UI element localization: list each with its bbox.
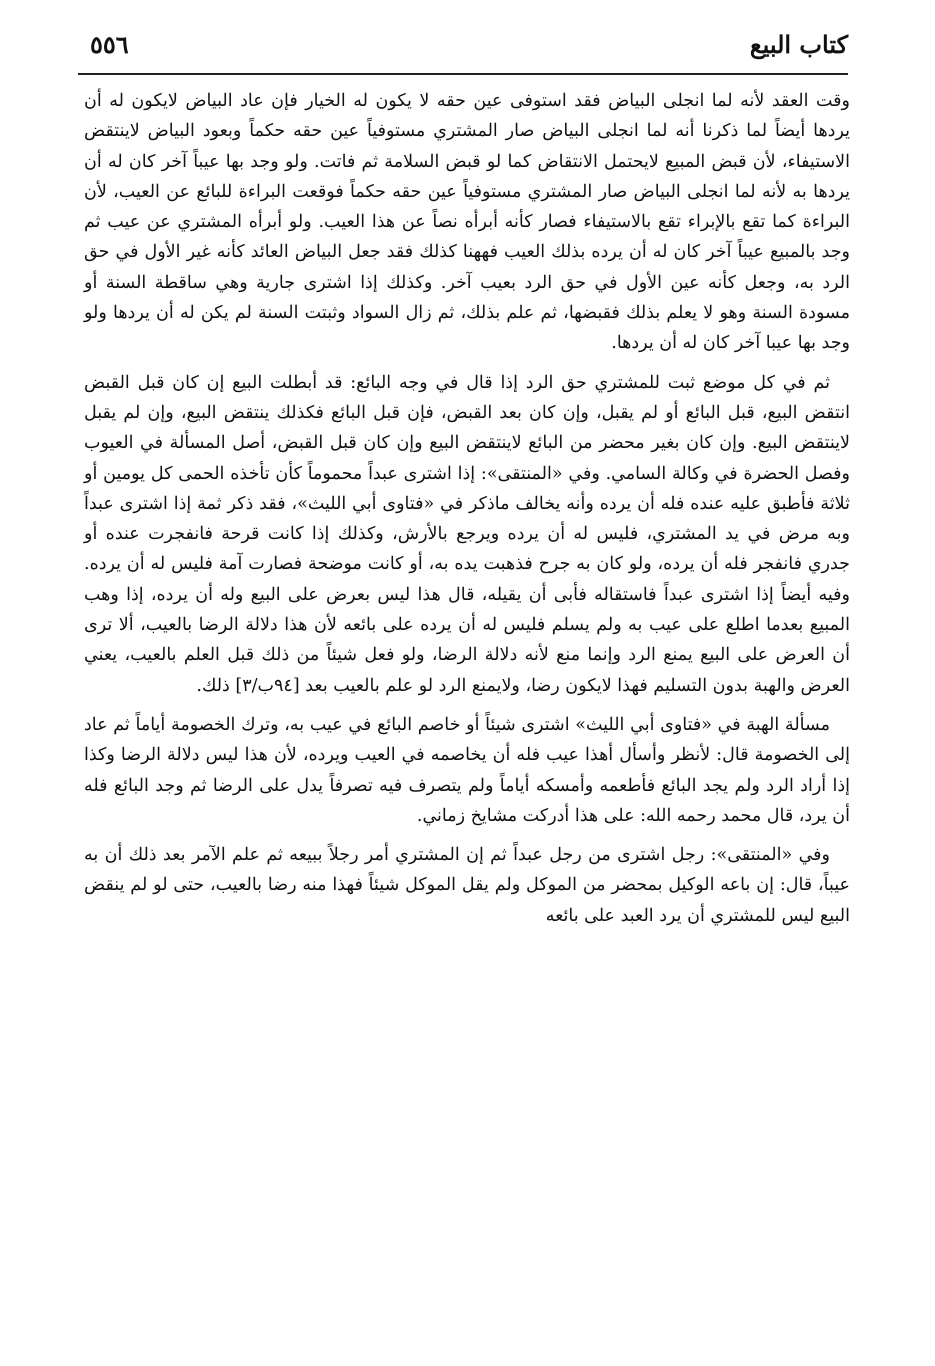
paragraph: وفي «المنتقى»: رجل اشترى من رجل عبداً ثم إن المشتري أمر رجلاً ببيعه ثم علم الآمر بعد ذلك أن به عيباً، قال: إن باعه الوكيل بمحضر من الموكل ولم يقل الموكل شيئاً فهذا منه رضا بالعيب، حتى لو لم ينقض البيع ليس للمشتري أن يرد العبد على بائعه (84, 845, 850, 926)
header-divider (78, 73, 848, 75)
page-number: ٥٥٦ (90, 30, 129, 59)
paragraph: مسألة الهبة في «فتاوى أبي الليث» اشترى شيئاً أو خاصم البائع في عيب به، وترك الخصومة أياماً ثم عاد إلى الخصومة قال: لأنظر وأسأل أهذا عيب فله أن يخاصمه في العيب ويرده، لأن هذا ليس دلالة الرضا وكذا إذا أراد الرد ولم يجد البائع فأطعمه وأمسكه أياماً ولم يتصرف فيه تصرفاً يدل على الرضا ثم وجد البائع فله أن يرد، قال محمد رحمه الله: على هذا أدركت مشايخ زماني. (84, 714, 850, 826)
page-header (78, 30, 848, 70)
paragraph: وقت العقد لأنه لما انجلى البياض فقد استوفى عين حقه لا يكون له الخيار فإن عاد البياض لايكون له أن يردها أيضاً لما ذكرنا أنه لما انجلى البياض صار المشتري مستوفياً عين حقه حكماً وبعود البياض لاينتقض الاستيفاء، لأن قبض المبيع لايحتمل الانتقاض كما لو قبض السلامة ثم فاتت. ولو وجد بها عيباً آخر كان له أن يردها به لأنه لما انجلى البياض صار المشتري مستوفياً عين حقه حكماً فوقعت البراءة للبائع عن العيب، لأن البراءة كما تقع بالإبراء تقع بالاستيفاء فصار كأنه أبرأه نصاً عن هذا العيب. ولو أبرأه المشتري عن عيب ثم وجد بالمبيع عيباً آخر كان له أن يرده بذلك العيب فههنا كذلك فقد جعل البياض العائد كأنه غير الأول في حق الرد به، وجعل كأنه عين الأول في حق الرد بعيب آخر. وكذلك إذا اشترى جارية وهي ساقطة السنة أو مسودة السنة وهو لا يعلم بذلك فقبضها، ثم علم بذلك، ثم زال السواد وثبتت السنة لم يكن له أن يردها ولو وجد بها عيبا آخر كان له أن يردها. (84, 91, 850, 354)
paragraph: ثم في كل موضع ثبت للمشتري حق الرد إذا قال في وجه البائع: قد أبطلت البيع إن كان قبل القبض انتقض البيع، قبل البائع أو لم يقبل، وإن كان بعد القبض، فإن قبل البائع فكذلك ينتقض البيع، وإن لم يقبل لاينتقض البيع. وإن كان بغير محضر من البائع لاينتقض البيع وإن كان قبل القبض، أصل المسألة في العيوب وفصل الحضرة في وكالة السامي. وفي «المنتقى»: إذا اشترى عبداً محموماً كأن تأخذه الحمى كل يومين أو ثلاثة فأطبق عليه عنده فله أن يرده وأنه يخالف ماذكر في «فتاوى أبي الليث»، فقد ذكر ثمة إذا اشترى عبداً وبه مرض في يد المشتري، فليس له أن يرده ويرجع بالأرش، وكذلك إذا كانت قرحة فانفجرت عنده أو جدري فانفجر فله أن يرده، ولو كان به جرح فذهبت يده به، أو كانت موضحة فصارت آمة فليس له أن يرده. وفيه أيضاً إذا اشترى عبداً فاستقاله فأبى أن يقيله، قال هذا ليس بعرض على البيع وله أن يرده، إذا وهب المبيع بعدما اطلع على عيب به ولم يسلم فليس له أن يرده على بائعه لأن هذا دلالة الرضا بالعيب، ألا ترى أن العرض على البيع يمنع الرد وإنما منع لأنه دلالة الرضا، ولو فعل شيئاً من ذلك قبل العلم بالعيب، يعني العرض والهبة بدون التسليم فهذا لايكون رضا، ولايمنع الرد لو علم بالعيب بعد [٩٤ب/٣] ذلك. (84, 372, 850, 696)
body-text (84, 86, 850, 940)
running-title: كتاب البيع (749, 30, 848, 59)
